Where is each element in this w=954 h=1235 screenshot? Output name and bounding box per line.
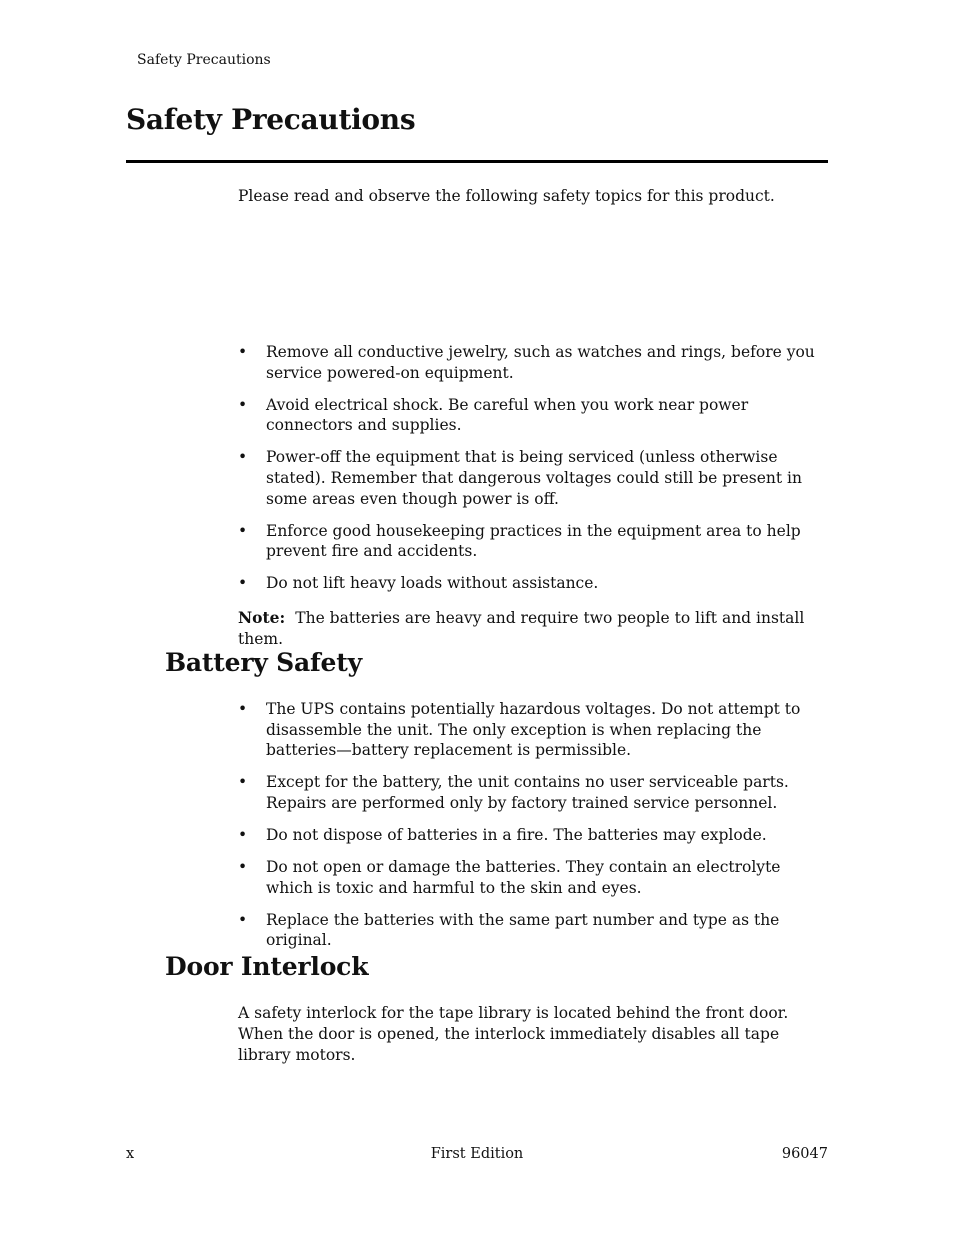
door-interlock-paragraph: A safety interlock for the tape library is located behind the front door. When the door is opened, the interlock immediately disables all tape library motors. xyxy=(238,1004,789,1064)
list-item-text: Except for the battery, the unit contains no user serviceable parts. Repairs are performed only by factory trained service personnel. xyxy=(266,773,789,812)
list-item xyxy=(238,772,830,813)
note-label: Note: xyxy=(238,608,286,627)
footer-doc-number: 96047 xyxy=(781,1146,828,1162)
footer-page-number: x xyxy=(126,1146,135,1162)
list-item xyxy=(238,573,830,594)
list-item xyxy=(238,699,830,761)
footer-edition: First Edition xyxy=(430,1146,524,1162)
list-item-text: Enforce good housekeeping practices in the equipment area to help prevent fire and accidents. xyxy=(266,521,801,561)
list-item xyxy=(238,395,830,436)
bullet-icon: • xyxy=(238,858,248,877)
title-rule xyxy=(126,160,828,163)
bullet-icon: • xyxy=(238,700,248,718)
list-item xyxy=(238,447,830,509)
bullet-icon: • xyxy=(238,910,248,929)
note xyxy=(238,607,838,650)
list-item-text: Remove all conductive jewelry, such as watches and rings, before you service powered-on equipment. xyxy=(266,343,815,382)
running-header: Safety Precautions xyxy=(137,52,271,68)
battery-safety-list xyxy=(238,699,830,962)
list-item xyxy=(238,857,830,898)
bullet-icon: • xyxy=(238,521,248,540)
list-item-text: Do not open or damage the batteries. They contain an electrolyte which is toxic and harmful to the skin and eyes. xyxy=(266,858,781,897)
bullet-icon: • xyxy=(238,343,248,361)
bullet-icon: • xyxy=(238,825,248,844)
note-text: The batteries are heavy and require two people to lift and install them. xyxy=(238,609,805,648)
list-item xyxy=(238,342,830,383)
list-item-text: The UPS contains potentially hazardous voltages. Do not attempt to disassemble the unit. The only exception is when replacing the batteries—battery replacement is permissible. xyxy=(266,700,801,760)
bullet-icon: • xyxy=(238,448,248,467)
bullet-icon: • xyxy=(238,773,248,792)
door-interlock-heading: Door Interlock xyxy=(165,952,369,981)
list-item xyxy=(238,521,830,562)
bullet-icon: • xyxy=(238,395,248,414)
list-item-text: Replace the batteries with the same part number and type as the original. xyxy=(266,910,780,950)
bullet-icon: • xyxy=(238,574,248,593)
list-item-text: Power-off the equipment that is being serviced (unless otherwise stated). Remember that dangerous voltages could still be present in some areas even though power is off. xyxy=(266,448,802,508)
list-item-text: Avoid electrical shock. Be careful when you work near power connectors and supplies. xyxy=(266,395,749,435)
list-item xyxy=(238,910,830,951)
general-safety-list xyxy=(238,342,830,605)
intro-paragraph: Please read and observe the following safety topics for this product. xyxy=(238,187,775,205)
list-item-text: Do not lift heavy loads without assistance. xyxy=(266,574,599,593)
list-item xyxy=(238,825,830,846)
list-item-text: Do not dispose of batteries in a fire. The batteries may explode. xyxy=(266,825,767,844)
battery-safety-heading: Battery Safety xyxy=(165,648,362,677)
page-title: Safety Precautions xyxy=(126,103,416,136)
